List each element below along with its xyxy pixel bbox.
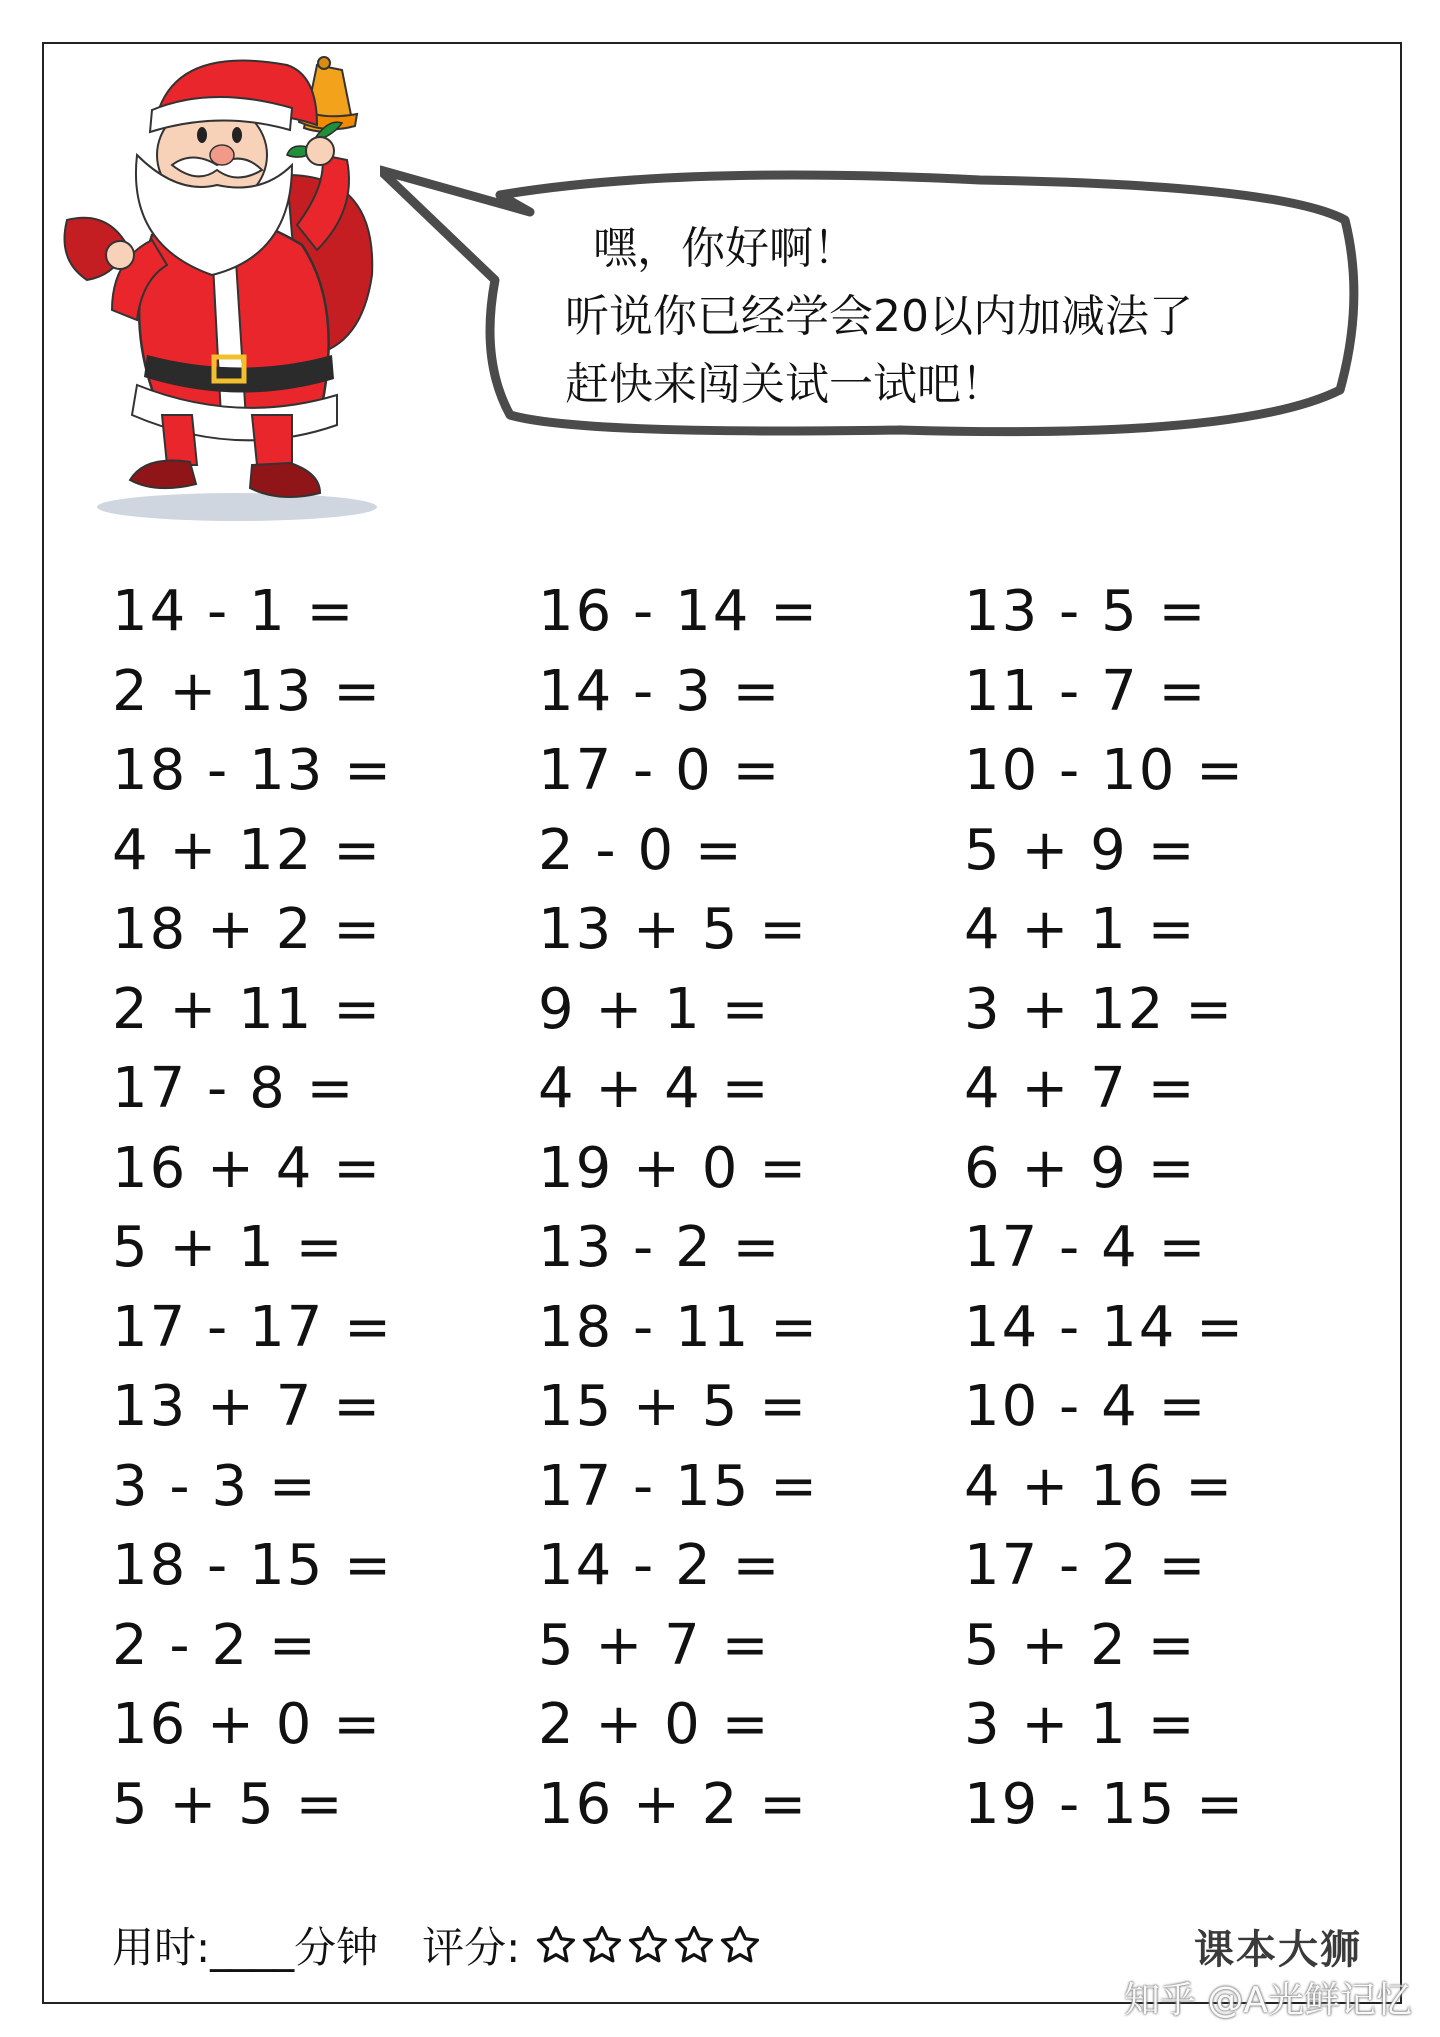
- problem-grid: [112, 572, 1362, 1844]
- star-icon[interactable]: [626, 1923, 670, 1967]
- problem-row: [112, 890, 1362, 970]
- problem-item: 17 - 2 =: [964, 1533, 1208, 1599]
- problem-item: 18 - 15 =: [112, 1533, 394, 1599]
- problem-row: [112, 1129, 1362, 1209]
- problem-item: 13 - 5 =: [964, 579, 1208, 645]
- problem-item: 5 + 7 =: [538, 1612, 771, 1678]
- problem-row: [112, 731, 1362, 811]
- speech-line-2: 听说你已经学会20以内加减法了: [565, 291, 1193, 342]
- problem-item: 2 - 2 =: [112, 1612, 318, 1678]
- star-icon[interactable]: [580, 1923, 624, 1967]
- problem-item: 19 - 15 =: [964, 1771, 1246, 1837]
- speech-text: [565, 215, 1345, 419]
- problem-item: 5 + 5 =: [112, 1771, 345, 1837]
- problem-item: 5 + 1 =: [112, 1215, 345, 1281]
- problem-item: 17 - 8 =: [112, 1056, 356, 1122]
- problem-item: 17 - 4 =: [964, 1215, 1208, 1281]
- problem-item: 14 - 3 =: [538, 658, 782, 724]
- star-icon[interactable]: [672, 1923, 716, 1967]
- problem-item: 14 - 2 =: [538, 1533, 782, 1599]
- problem-row: [112, 572, 1362, 652]
- watermark: 知乎 @A光鲜记忆: [1123, 1980, 1412, 2021]
- speech-line-3: 赶快来闯关试一试吧！: [565, 359, 1005, 410]
- problem-item: 4 + 1 =: [964, 897, 1197, 963]
- star-icon[interactable]: [718, 1923, 762, 1967]
- problem-item: 4 + 7 =: [964, 1056, 1197, 1122]
- star-rating[interactable]: [534, 1923, 762, 1967]
- problem-item: 3 + 12 =: [964, 976, 1235, 1042]
- problem-item: 17 - 0 =: [538, 738, 782, 804]
- problem-item: 15 + 5 =: [538, 1374, 809, 1440]
- problem-item: 2 + 13 =: [112, 658, 383, 724]
- problem-row: [112, 1447, 1362, 1527]
- problem-item: 4 + 16 =: [964, 1453, 1235, 1519]
- problem-row: [112, 652, 1362, 732]
- problem-item: 18 + 2 =: [112, 897, 383, 963]
- problem-row: [112, 811, 1362, 891]
- problem-item: 10 - 10 =: [964, 738, 1246, 804]
- problem-item: 3 + 1 =: [964, 1692, 1197, 1758]
- problem-item: 9 + 1 =: [538, 976, 771, 1042]
- problem-row: [112, 1685, 1362, 1765]
- problem-item: 2 + 11 =: [112, 976, 383, 1042]
- problem-item: 16 + 0 =: [112, 1692, 383, 1758]
- footer: [112, 1915, 762, 1975]
- problem-item: 16 + 2 =: [538, 1771, 809, 1837]
- problem-item: 10 - 4 =: [964, 1374, 1208, 1440]
- santa-illustration: [62, 55, 392, 525]
- problem-item: 3 - 3 =: [112, 1453, 318, 1519]
- problem-item: 13 + 5 =: [538, 897, 809, 963]
- problem-item: 18 - 11 =: [538, 1294, 820, 1360]
- problem-row: [112, 1765, 1362, 1845]
- problem-row: [112, 970, 1362, 1050]
- problem-item: 16 + 4 =: [112, 1135, 383, 1201]
- problem-item: 4 + 4 =: [538, 1056, 771, 1122]
- problem-row: [112, 1367, 1362, 1447]
- score-label: 评分:: [422, 1923, 521, 1972]
- problem-item: 2 - 0 =: [538, 817, 744, 883]
- problem-item: 5 + 9 =: [964, 817, 1197, 883]
- problem-item: 5 + 2 =: [964, 1612, 1197, 1678]
- star-icon[interactable]: [534, 1923, 578, 1967]
- problem-item: 19 + 0 =: [538, 1135, 809, 1201]
- problem-item: 18 - 13 =: [112, 738, 394, 804]
- problem-item: 11 - 7 =: [964, 658, 1208, 724]
- problem-row: [112, 1208, 1362, 1288]
- problem-row: [112, 1288, 1362, 1368]
- problem-item: 6 + 9 =: [964, 1135, 1197, 1201]
- speech-line-1: 嘿，你好啊！: [593, 223, 857, 274]
- problem-item: 14 - 14 =: [964, 1294, 1246, 1360]
- problem-item: 17 - 17 =: [112, 1294, 394, 1360]
- problem-item: 13 + 7 =: [112, 1374, 383, 1440]
- problem-item: 17 - 15 =: [538, 1453, 820, 1519]
- problem-row: [112, 1049, 1362, 1129]
- problem-item: 14 - 1 =: [112, 579, 356, 645]
- problem-item: 13 - 2 =: [538, 1215, 782, 1281]
- problem-row: [112, 1606, 1362, 1686]
- time-label: 用时:____分钟: [112, 1923, 379, 1972]
- problem-item: 16 - 14 =: [538, 579, 820, 645]
- brand-logo-text: 课本大狮: [1194, 1926, 1362, 1973]
- problem-item: 4 + 12 =: [112, 817, 383, 883]
- problem-item: 2 + 0 =: [538, 1692, 771, 1758]
- problem-row: [112, 1526, 1362, 1606]
